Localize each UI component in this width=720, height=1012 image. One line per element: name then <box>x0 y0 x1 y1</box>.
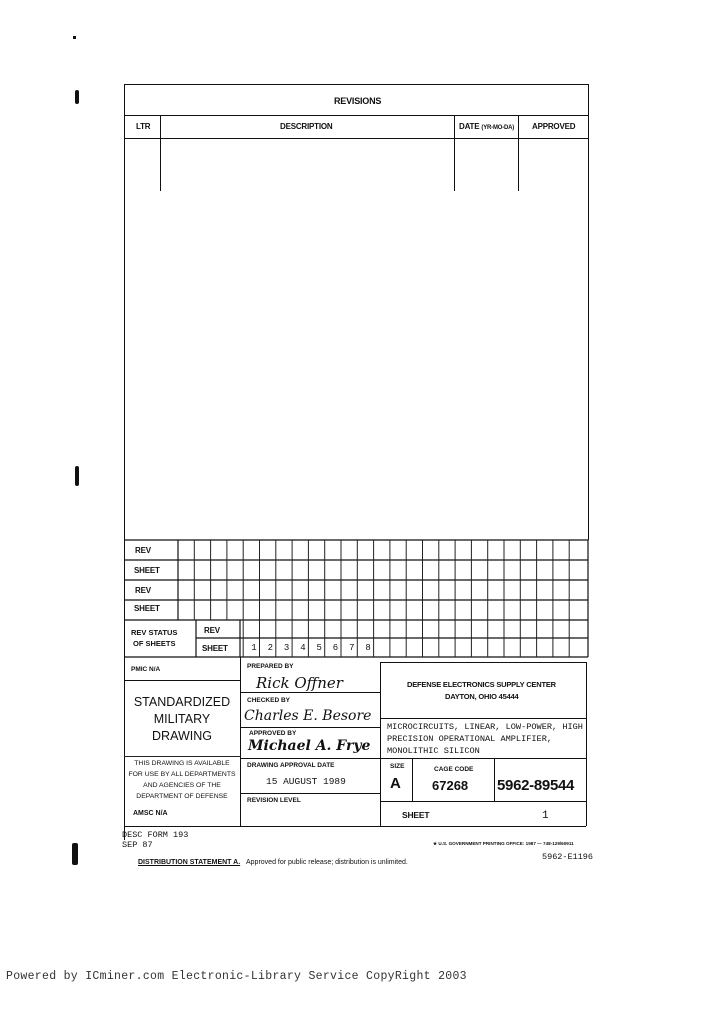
sheet-number-cell: 2 <box>267 643 273 653</box>
distribution-statement <box>138 859 408 866</box>
pmic-label: PMIC N/A <box>131 666 161 673</box>
center-name: DEFENSE ELECTRONICS SUPPLY CENTER <box>407 680 556 689</box>
inner-sheet-label: SHEET <box>202 644 228 653</box>
distribution-label: DISTRIBUTION STATEMENT A. <box>138 859 241 866</box>
center-address: DAYTON, OHIO 45444 <box>445 692 519 701</box>
col-ltr: LTR <box>136 122 151 131</box>
approval-date: 15 AUGUST 1989 <box>266 776 346 787</box>
availability-statement <box>124 758 240 802</box>
checked-by-label: CHECKED BY <box>247 697 290 704</box>
size-value: A <box>390 775 401 792</box>
row-rev-label: REV <box>135 546 151 555</box>
standardized-military-drawing <box>124 694 240 745</box>
col-date-label: DATE <box>459 122 480 131</box>
std-line-1: STANDARDIZED <box>133 695 231 709</box>
sheet-number-cell: 7 <box>349 643 355 653</box>
title-line-1: MICROCIRCUITS, LINEAR, LOW-POWER, HIGH <box>387 722 583 732</box>
col-description: DESCRIPTION <box>280 122 333 131</box>
sheet-number-cell: 6 <box>332 643 339 653</box>
sheet-value: 1 <box>542 810 549 822</box>
avail-line-2: FOR USE BY ALL DEPARTMENTS <box>128 771 236 778</box>
cage-code-value: 67268 <box>432 778 469 793</box>
form-number <box>122 830 188 850</box>
std-line-2: MILITARY <box>153 712 211 726</box>
powered-by-line: Powered by ICminer.com Electronic-Library Service CopyRight 2003 <box>6 970 467 983</box>
form-line-2: SEP 87 <box>122 840 153 850</box>
row-rev2-label: REV <box>135 586 151 595</box>
checked-by-signature: Charles E. Besore <box>244 708 372 724</box>
col-date-format: (YR-MO-DA) <box>481 125 515 131</box>
approval-date-label: DRAWING APPROVAL DATE <box>247 762 335 769</box>
size-label: SIZE <box>390 763 405 770</box>
revision-level-label: REVISION LEVEL <box>247 797 301 804</box>
sheet-number-cell: 1 <box>251 643 257 653</box>
avail-line-4: DEPARTMENT OF DEFENSE <box>136 793 228 800</box>
title-line-2: PRECISION OPERATIONAL AMPLIFIER, <box>387 734 553 744</box>
sheet-number-cell: 8 <box>365 643 371 653</box>
revisions-title: REVISIONS <box>334 96 382 106</box>
sheet-number-cell: 5 <box>316 643 322 653</box>
approved-by-label: APPROVED BY <box>249 730 297 737</box>
row-sheet2-label: SHEET <box>134 604 160 613</box>
row-sheet-label: SHEET <box>134 566 160 575</box>
sheet-number-cell: 4 <box>300 643 306 653</box>
avail-line-3: AND AGENCIES OF THE <box>143 782 221 789</box>
prepared-by-signature: Rick Offner <box>256 674 343 692</box>
cage-code-label: CAGE CODE <box>434 766 474 773</box>
approved-by-signature: Michael A. Frye <box>248 738 371 754</box>
title-line-3: MONOLITHIC SILICON <box>387 746 480 756</box>
sheet-label: SHEET <box>402 810 430 820</box>
document-code: 5962-E1196 <box>542 852 594 862</box>
col-approved: APPROVED <box>532 122 576 131</box>
drawing-number: 5962-89544 <box>497 777 575 794</box>
sheet-number-cell: 3 <box>283 643 290 653</box>
drawing-title <box>387 721 583 757</box>
inner-rev-label: REV <box>204 626 220 635</box>
prepared-by-label: PREPARED BY <box>247 663 294 670</box>
rev-status-label: REV STATUS <box>131 628 178 637</box>
gpo-note: ★ U.S. GOVERNMENT PRINTING OFFICE: 1987 — 748-129/60911 <box>433 841 574 846</box>
form-line-1: DESC FORM 193 <box>122 830 189 840</box>
amsc-label: AMSC N/A <box>133 810 168 817</box>
avail-line-1: THIS DRAWING IS AVAILABLE <box>134 760 230 767</box>
of-sheets-label: OF SHEETS <box>133 639 176 648</box>
distribution-text: Approved for public release; distribution is unlimited. <box>246 859 408 866</box>
std-line-3: DRAWING <box>152 729 212 743</box>
